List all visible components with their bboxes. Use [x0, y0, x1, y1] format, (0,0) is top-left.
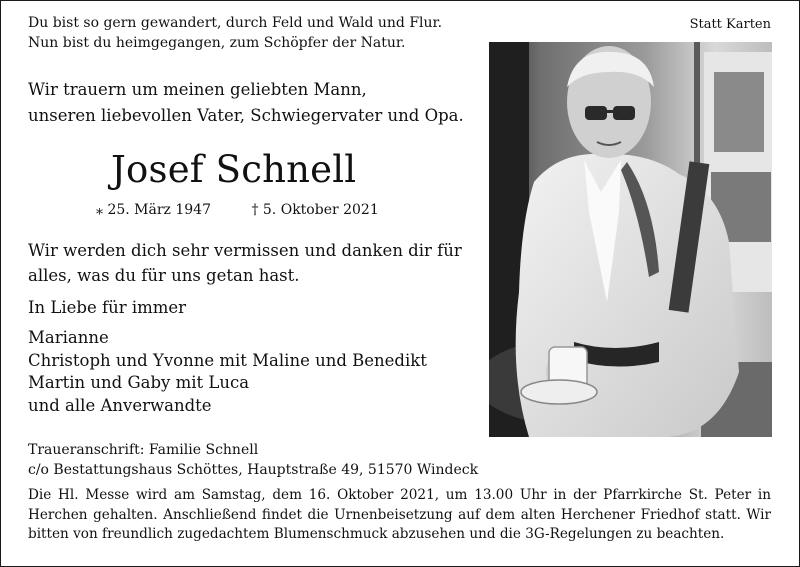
family-member: Marianne — [28, 328, 109, 347]
statt-karten-label: Statt Karten — [689, 17, 771, 32]
farewell-line: alles, was du für uns getan hast. — [28, 266, 300, 285]
birth-date: ⁎ 25. März 1947 — [96, 202, 211, 218]
mourning-intro — [28, 77, 464, 129]
farewell-text — [28, 238, 462, 288]
intro-line: unseren liebevollen Vater, Schwiegervater und Opa. — [28, 106, 464, 125]
funeral-service-info: Die Hl. Messe wird am Samstag, dem 16. Oktober 2021, um 13.00 Uhr in der Pfarrkirche St. Peter in Herchen gehalten. Anschließend findet die Urnenbeisetzung auf dem alten Herchener Friedhof statt. Wir bitten von freundlich zugedachtem Blumenschmuck abzusehen und die 3G-Regelungen zu beachten. — [28, 487, 771, 542]
deceased-name: Josef Schnell — [111, 148, 357, 191]
mourning-address — [28, 441, 478, 480]
verse-line: Nun bist du heimgegangen, zum Schöpfer der Natur. — [28, 35, 406, 51]
verse-line: Du bist so gern gewandert, durch Feld und Wald und Flur. — [28, 15, 443, 31]
family-member: und alle Anverwandte — [28, 395, 212, 415]
intro-line: Wir trauern um meinen geliebten Mann, — [28, 80, 367, 99]
address-line: c/o Bestattungshaus Schöttes, Hauptstraße 49, 51570 Windeck — [28, 461, 479, 478]
farewell-line: Wir werden dich sehr vermissen und danken dir für — [28, 241, 462, 260]
verse — [28, 13, 442, 53]
family-list — [28, 327, 427, 417]
family-member: Christoph und Yvonne mit Maline und Benedikt — [28, 350, 427, 370]
in-love-line: In Liebe für immer — [28, 298, 187, 317]
address-line: Traueranschrift: Familie Schnell — [28, 442, 259, 458]
portrait-photo — [489, 42, 772, 437]
life-dates — [96, 201, 379, 219]
death-date: † 5. Oktober 2021 — [251, 202, 379, 218]
family-member: Martin und Gaby mit Luca — [28, 373, 250, 392]
